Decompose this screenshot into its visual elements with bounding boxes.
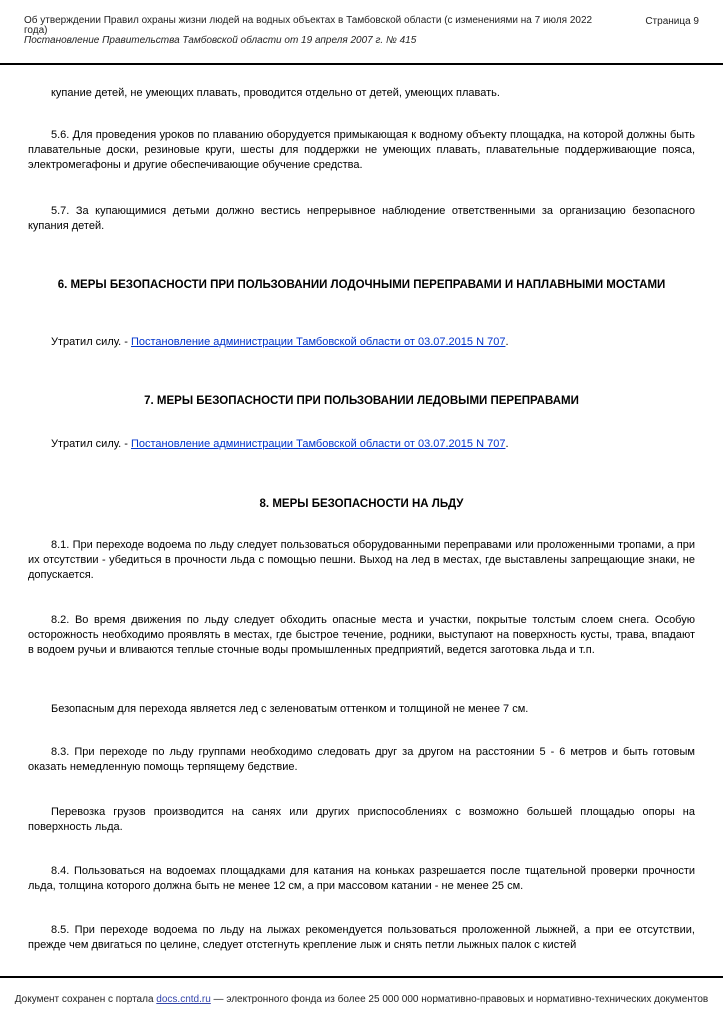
resolution-link[interactable]: Постановление администрации Тамбовской области от 03.07.2015 N 707	[130, 438, 506, 450]
section-heading-7: 7. МЕРЫ БЕЗОПАСНОСТИ ПРИ ПОЛЬЗОВАНИИ ЛЕДОВЫМИ ПЕРЕПРАВАМИ	[144, 395, 579, 407]
repealed-note-7	[28, 437, 695, 452]
repealed-label: Утратил силу. -	[51, 438, 131, 450]
paragraph-8-2: 8.2. Во время движения по льду следует обходить опасные места и участки, покрытые толстым слоем снега. Особую осторожность необходимо проявлять в местах, где быстрое течение, родники, выступают на поверхность кусты, трава, впадают в водоем ручьи и вливаются теплые сточные воды промышленных предприятий, ведется заготовка льда и т.п.	[28, 614, 695, 656]
paragraph-8-1: 8.1. При переходе водоема по льду следует пользоваться оборудованными переправами или проложенными тропами, а при их отсутствии - убедиться в прочности льда с помощью пешни. Выход на лед в местах, где выставлены запрещающие знаки, не допускается.	[28, 539, 695, 581]
portal-link[interactable]: docs.cntd.ru	[156, 994, 211, 1005]
footer-text: Документ сохранен с портала	[14, 994, 157, 1005]
document-footer	[0, 994, 723, 1005]
resolution-link[interactable]: Постановление администрации Тамбовской области от 03.07.2015 N 707	[130, 336, 506, 348]
section-heading-8: 8. МЕРЫ БЕЗОПАСНОСТИ НА ЛЬДУ	[259, 498, 464, 510]
paragraph: купание детей, не умеющих плавать, проводится отдельно от детей, умеющих плавать.	[51, 87, 500, 99]
document-header	[24, 16, 614, 46]
paragraph-5-6: 5.6. Для проведения уроков по плаванию оборудуется примыкающая к водному объекту площадка, на которой должны быть плавательные доски, резиновые круги, шесты для поддержки не умеющих плавать, плавательные поддерживающие пояса, электромегафоны и другие обеспечивающие обучение средства.	[28, 129, 695, 171]
period: .	[505, 438, 509, 450]
footer-divider	[0, 976, 723, 978]
paragraph-8-4: 8.4. Пользоваться на водоемах площадками для катания на коньках разрешается после тщательной проверки прочности льда, толщина которого должна быть не менее 12 см, а при массовом катании - не менее 25 см.	[28, 865, 695, 892]
header-divider	[0, 63, 723, 65]
document-subtitle: Постановление Правительства Тамбовской области от 19 апреля 2007 г. № 415	[24, 35, 417, 46]
paragraph-safe-ice: Безопасным для перехода является лед с зеленоватым оттенком и толщиной не менее 7 см.	[51, 703, 529, 715]
document-title: Об утверждении Правил охраны жизни людей на водных объектах в Тамбовской области (с изменениями на 7 июля 2022 года)	[24, 15, 593, 36]
paragraph-cargo: Перевозка грузов производится на санях или других приспособлениях с возможно большей площадью опоры на поверхность льда.	[28, 806, 695, 833]
period: .	[505, 336, 509, 348]
paragraph-8-3: 8.3. При переходе по льду группами необходимо следовать друг за другом на расстоянии 5 - 6 метров и быть готовым оказать немедленную помощь терпящему бедствие.	[28, 746, 695, 773]
paragraph-8-5: 8.5. При переходе водоема по льду на лыжах рекомендуется пользоваться проложенной лыжней, а при ее отсутствии, прежде чем двигаться по целине, следует отстегнуть крепление лыж и снять петли лыжных палок с кистей	[28, 924, 695, 951]
page-number: Страница 9	[645, 16, 699, 27]
repealed-label: Утратил силу. -	[51, 336, 131, 348]
paragraph-5-7: 5.7. За купающимися детьми должно вестись непрерывное наблюдение ответственными за организацию безопасного купания детей.	[28, 205, 695, 232]
repealed-note-6	[28, 335, 695, 350]
section-heading-6: 6. МЕРЫ БЕЗОПАСНОСТИ ПРИ ПОЛЬЗОВАНИИ ЛОДОЧНЫМИ ПЕРЕПРАВАМИ И НАПЛАВНЫМИ МОСТАМИ	[57, 279, 666, 291]
footer-text: — электронного фонда из более 25 000 000 нормативно-правовых и нормативно-технических документов	[210, 994, 709, 1005]
